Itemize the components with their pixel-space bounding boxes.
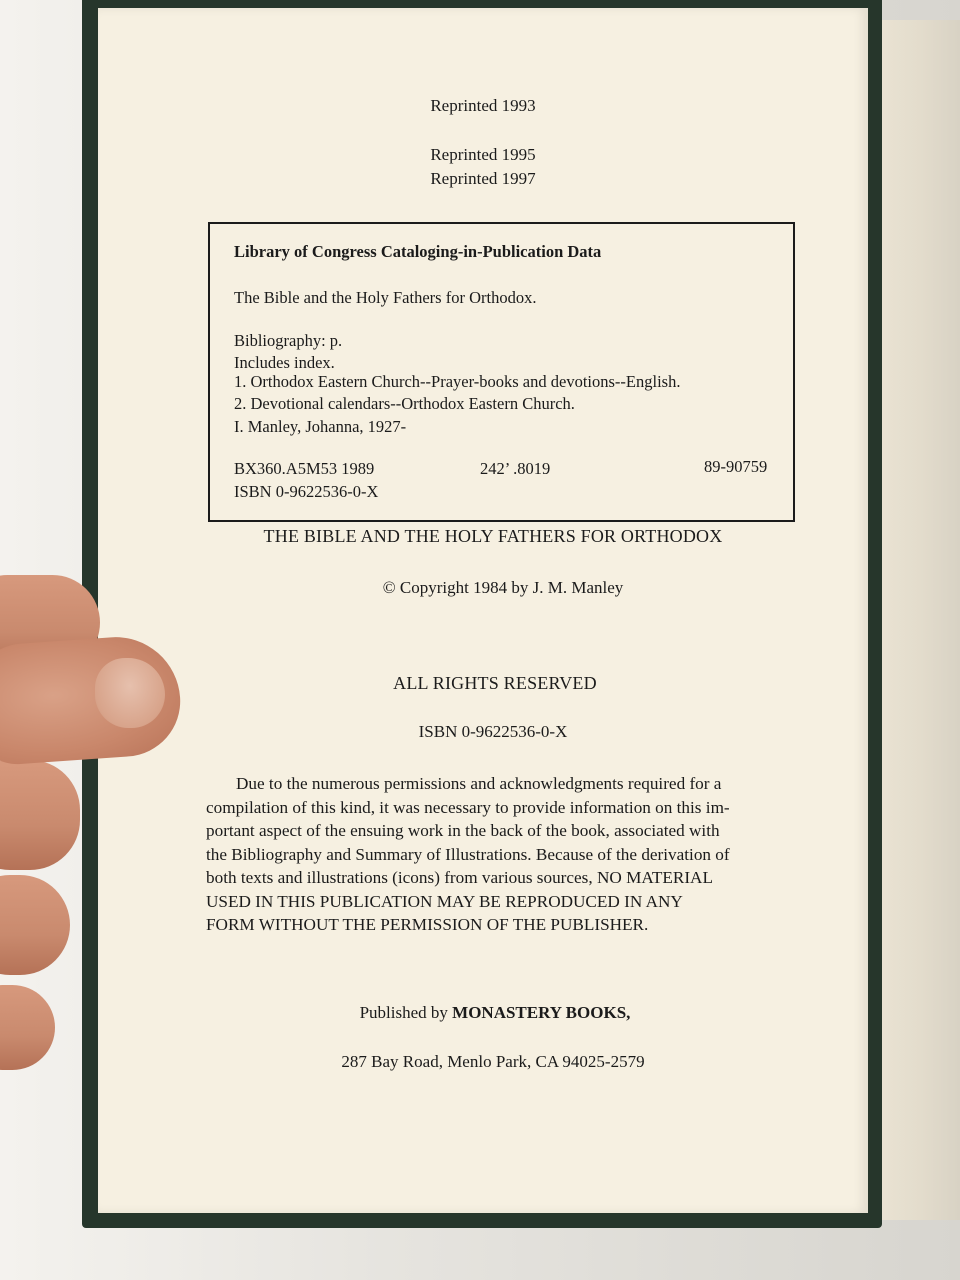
cip-call-number: BX360.A5M53 1989 xyxy=(234,459,375,478)
rights-reserved: ALL RIGHTS RESERVED xyxy=(393,673,597,693)
cip-isbn: ISBN 0-9622536-0-X xyxy=(234,482,379,501)
cip-index: Includes index. xyxy=(234,353,335,372)
copyright-line: © Copyright 1984 by J. M. Manley xyxy=(382,578,624,597)
reprint-line-3: Reprinted 1997 xyxy=(430,169,536,188)
cip-dewey: 242’ .8019 xyxy=(480,459,551,478)
notice-line: portant aspect of the ensuing work in the back of the book, associated with xyxy=(206,821,720,840)
cip-author: I. Manley, Johanna, 1927- xyxy=(234,417,407,436)
notice-line: both texts and illustrations (icons) from various sources, NO MATERIAL xyxy=(206,868,713,887)
notice-line: FORM WITHOUT THE PERMISSION OF THE PUBLISHER. xyxy=(206,915,649,934)
cip-title: The Bible and the Holy Fathers for Orthodox. xyxy=(234,288,537,307)
isbn-line: ISBN 0-9622536-0-X xyxy=(418,722,568,741)
cip-lccn: 89-90759 xyxy=(704,457,768,476)
cip-heading: Library of Congress Cataloging-in-Publication Data xyxy=(234,242,602,261)
notice-line: USED IN THIS PUBLICATION MAY BE REPRODUCED IN ANY xyxy=(206,891,683,911)
reprint-line-2: Reprinted 1995 xyxy=(430,145,536,164)
permissions-notice xyxy=(206,772,806,937)
publisher-name: MONASTERY BOOKS, xyxy=(452,1003,631,1022)
reprint-line-1: Reprinted 1993 xyxy=(430,96,536,115)
book-title: THE BIBLE AND THE HOLY FATHERS FOR ORTHODOX xyxy=(263,526,723,546)
cip-bibliography: Bibliography: p. xyxy=(234,331,343,350)
cip-subject-2: 2. Devotional calendars--Orthodox Eastern Church. xyxy=(234,394,575,413)
notice-line: compilation of this kind, it was necessary to provide information on this im- xyxy=(206,797,730,817)
thumb-nail xyxy=(95,658,165,728)
publisher-address: 287 Bay Road, Menlo Park, CA 94025-2579 xyxy=(341,1052,645,1071)
copyright-page xyxy=(98,8,868,1213)
cip-subject-1: 1. Orthodox Eastern Church--Prayer-books and devotions--English. xyxy=(234,372,681,391)
publisher-line xyxy=(98,1003,880,1023)
publisher-prefix: Published by xyxy=(359,1003,448,1022)
notice-line: Due to the numerous permissions and acknowledgments required for a xyxy=(236,774,722,793)
notice-line: the Bibliography and Summary of Illustrations. Because of the derivation of xyxy=(206,844,730,864)
